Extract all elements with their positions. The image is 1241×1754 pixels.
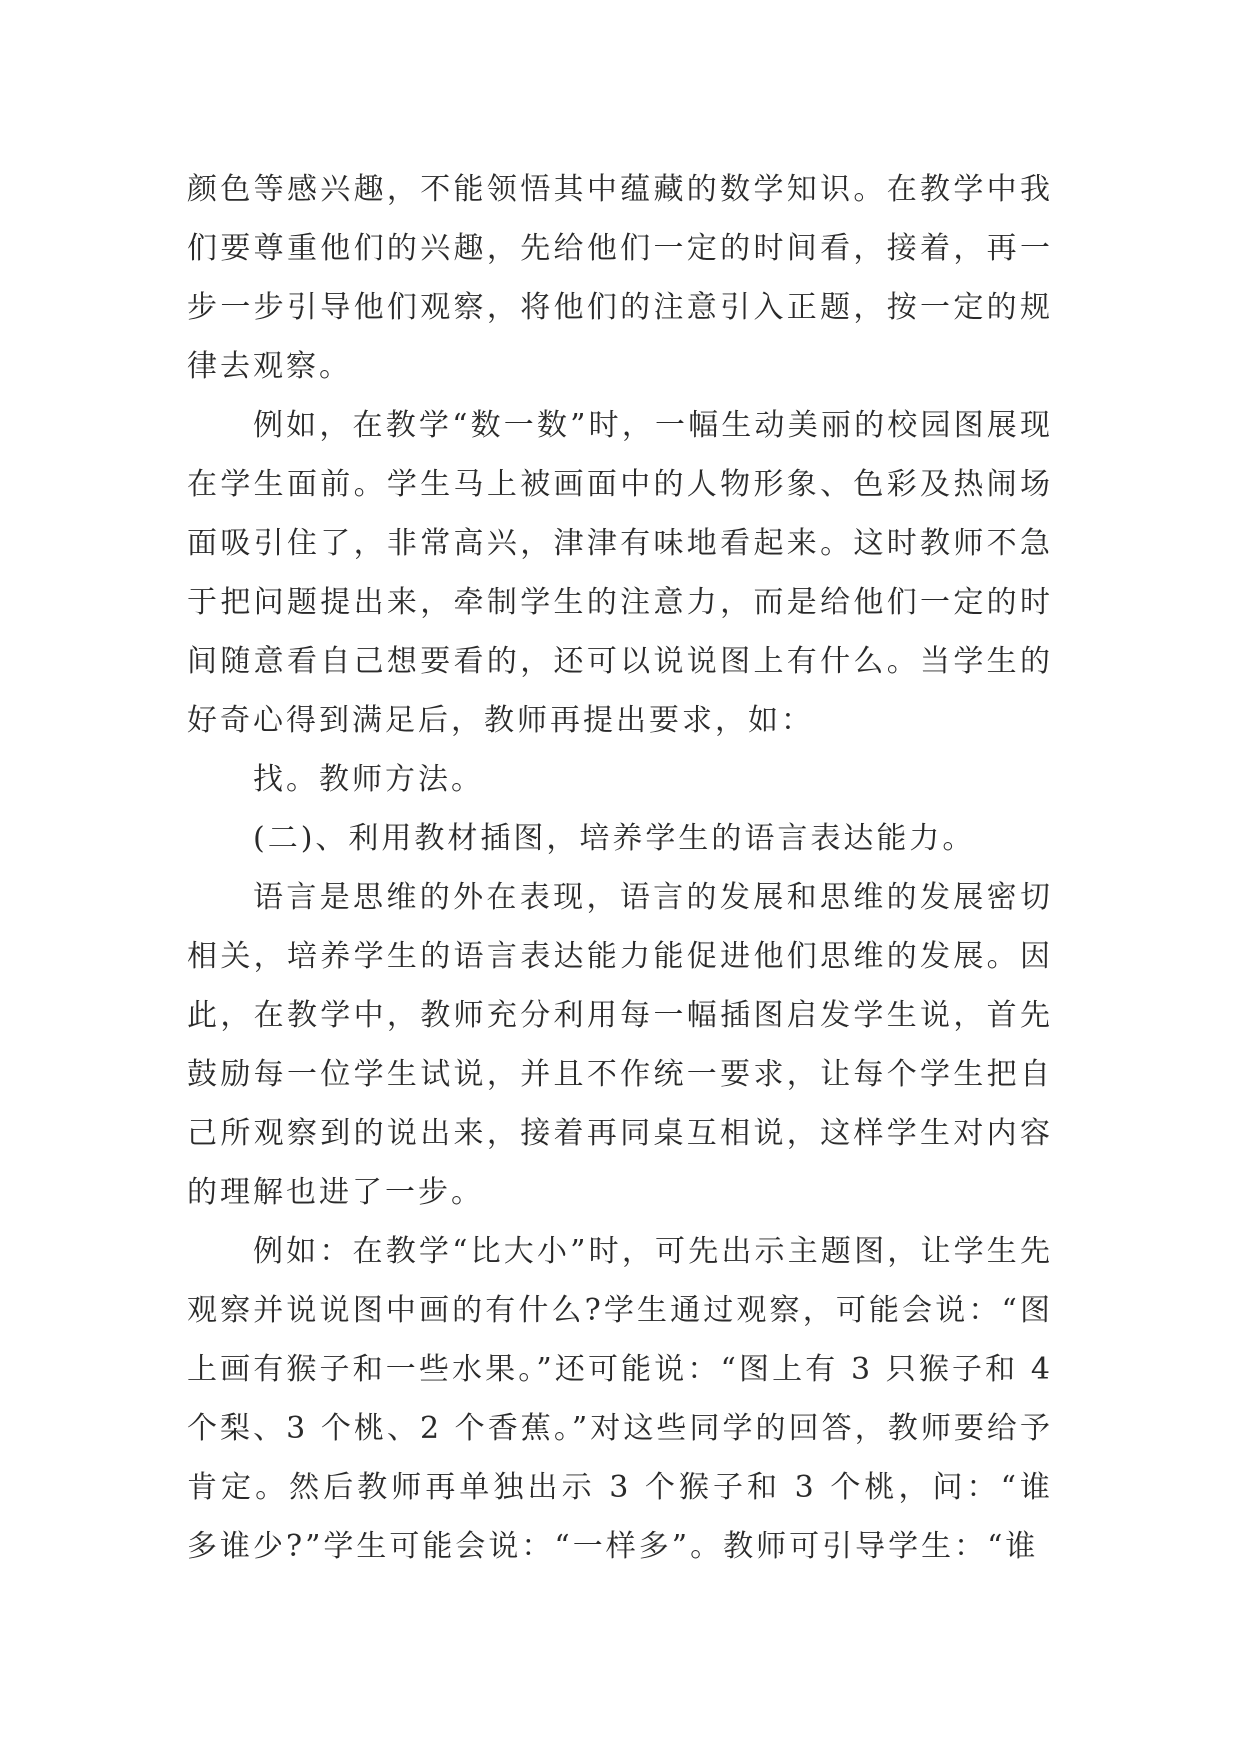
paragraph-4: 语言是思维的外在表现，语言的发展和思维的发展密切相关，培养学生的语言表达能力能促进他们思维的发展。因此，在教学中，教师充分利用每一幅插图启发学生说，首先鼓励每一位学生试说，并且不作统一要求，让每个学生把自己所观察到的说出来，接着再同桌互相说，这样学生对内容的理解也进了一步。 xyxy=(187,880,1053,1210)
paragraph-2: 例如，在教学“数一数”时，一幅生动美丽的校园图展现在学生面前。学生马上被画面中的人物形象、色彩及热闹场面吸引住了，非常高兴，津津有味地看起来。这时教师不急于把问题提出来，牵制学生的注意力，而是给他们一定的时间随意看自己想要看的，还可以说说图上有什么。当学生的好奇心得到满足后，教师再提出要求，如： xyxy=(187,408,1053,738)
section-heading: (二)、利用教材插图，培养学生的语言表达能力。 xyxy=(253,821,976,856)
paragraph-1: 颜色等感兴趣，不能领悟其中蕴藏的数学知识。在教学中我们要尊重他们的兴趣，先给他们一定的时间看，接着，再一步一步引导他们观察，将他们的注意引入正题，按一定的规律去观察。 xyxy=(187,172,1053,384)
paragraph-5: 例如：在教学“比大小”时，可先出示主题图，让学生先观察并说说图中画的有什么?学生通过观察，可能会说：“图上画有猴子和一些水果。”还可能说：“图上有 3 只猴子和 4 个梨、3 个桃、2 个香蕉。”对这些同学的回答，教师要给予肯定。然后教师再单独出示 3 个猴子和 3 个桃，问：“谁多谁少?”学生可能会说：“一样多”。教师可引导学生：“谁 xyxy=(187,1234,1053,1564)
document-body xyxy=(187,160,1053,1576)
paragraph-3: 找。教师方法。 xyxy=(253,762,484,797)
